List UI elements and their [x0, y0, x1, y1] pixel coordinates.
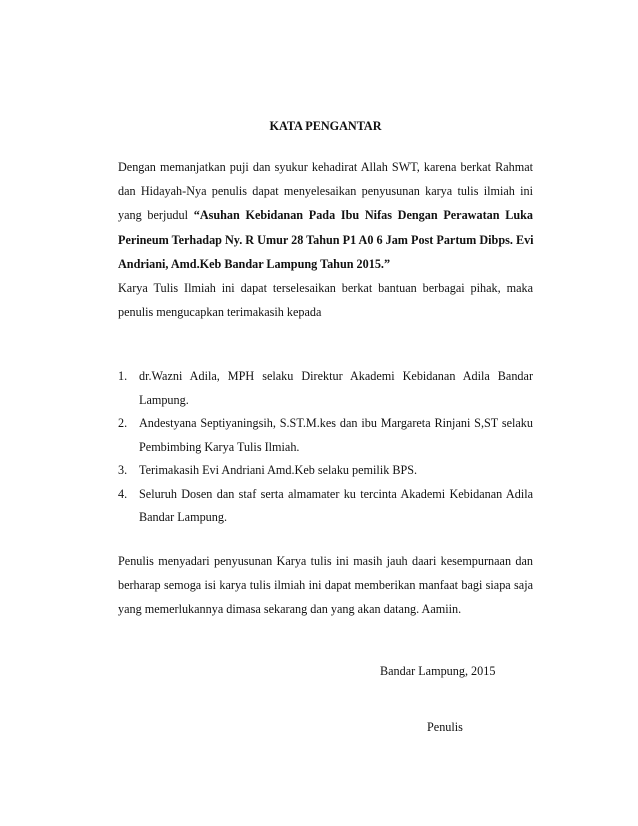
- list-item-number: 4.: [118, 486, 128, 501]
- list-item-text: Bandar Lampung.: [139, 510, 227, 524]
- intro-paragraph: [118, 155, 533, 324]
- list-item: [118, 459, 533, 483]
- list-item-text: Andestyana Septiyaningsih, S.ST.M.kes dan ibu Margareta Rinjani S,ST selaku: [139, 416, 533, 430]
- closing-paragraph: [118, 549, 533, 622]
- signature-author: Penulis: [427, 720, 463, 734]
- list-item-number: 2.: [118, 416, 128, 430]
- intro-line-3: [118, 203, 533, 227]
- list-item: [118, 412, 533, 459]
- closing-line-1: Penulis menyadari penyusunan Karya tulis ini masih jauh daari kesempurnaan dan: [118, 554, 533, 568]
- page-title: KATA PENGANTAR: [269, 119, 382, 133]
- intro-line-3-plain: yang berjudul: [118, 208, 189, 223]
- intro-line-1: Dengan memanjatkan puji dan syukur kehadirat Allah SWT, karena berkat Rahmat: [118, 160, 533, 174]
- intro-line-2: dan Hidayah-Nya penulis dapat menyelesaikan penyusunan karya tulis ilmiah ini: [118, 184, 533, 199]
- closing-line-2: berharap semoga isi karya tulis ilmiah ini dapat memberikan manfaat bagi siapa saja: [118, 578, 533, 593]
- closing-line-3: yang memerlukannya dimasa sekarang dan yang akan datang. Aamiin.: [118, 602, 462, 617]
- document-page: [118, 0, 533, 826]
- thesis-title-part-1: “Asuhan Kebidanan Pada Ibu Nifas Dengan Perawatan Luka: [193, 208, 533, 223]
- list-item-text: dr.Wazni Adila, MPH selaku Direktur Akademi Kebidanan Adila Bandar: [139, 369, 533, 383]
- list-item-text: Lampung.: [139, 392, 189, 407]
- list-item-text: Seluruh Dosen dan staf serta almamater ku tercinta Akademi Kebidanan Adila: [139, 486, 533, 501]
- acknowledgement-list: [118, 365, 533, 530]
- list-item-number: 3.: [118, 463, 128, 477]
- signature-place-date: Bandar Lampung, 2015: [380, 664, 496, 678]
- thesis-title-part-3: Andriani, Amd.Keb Bandar Lampung Tahun 2015.”: [118, 256, 391, 271]
- list-item-text: Terimakasih Evi Andriani Amd.Keb selaku pemilik BPS.: [139, 463, 418, 477]
- list-item: [118, 483, 533, 530]
- list-item: [118, 365, 533, 412]
- thesis-title-part-2: Perineum Terhadap Ny. R Umur 28 Tahun P1 A0 6 Jam Post Partum Dibps. Evi: [118, 232, 534, 247]
- intro-line-7: penulis mengucapkan terimakasih kepada: [118, 305, 322, 320]
- intro-line-6: Karya Tulis Ilmiah ini dapat terselesaikan berkat bantuan berbagai pihak, maka: [118, 281, 533, 296]
- list-item-text: Pembimbing Karya Tulis Ilmiah.: [139, 439, 300, 454]
- list-item-number: 1.: [118, 369, 128, 383]
